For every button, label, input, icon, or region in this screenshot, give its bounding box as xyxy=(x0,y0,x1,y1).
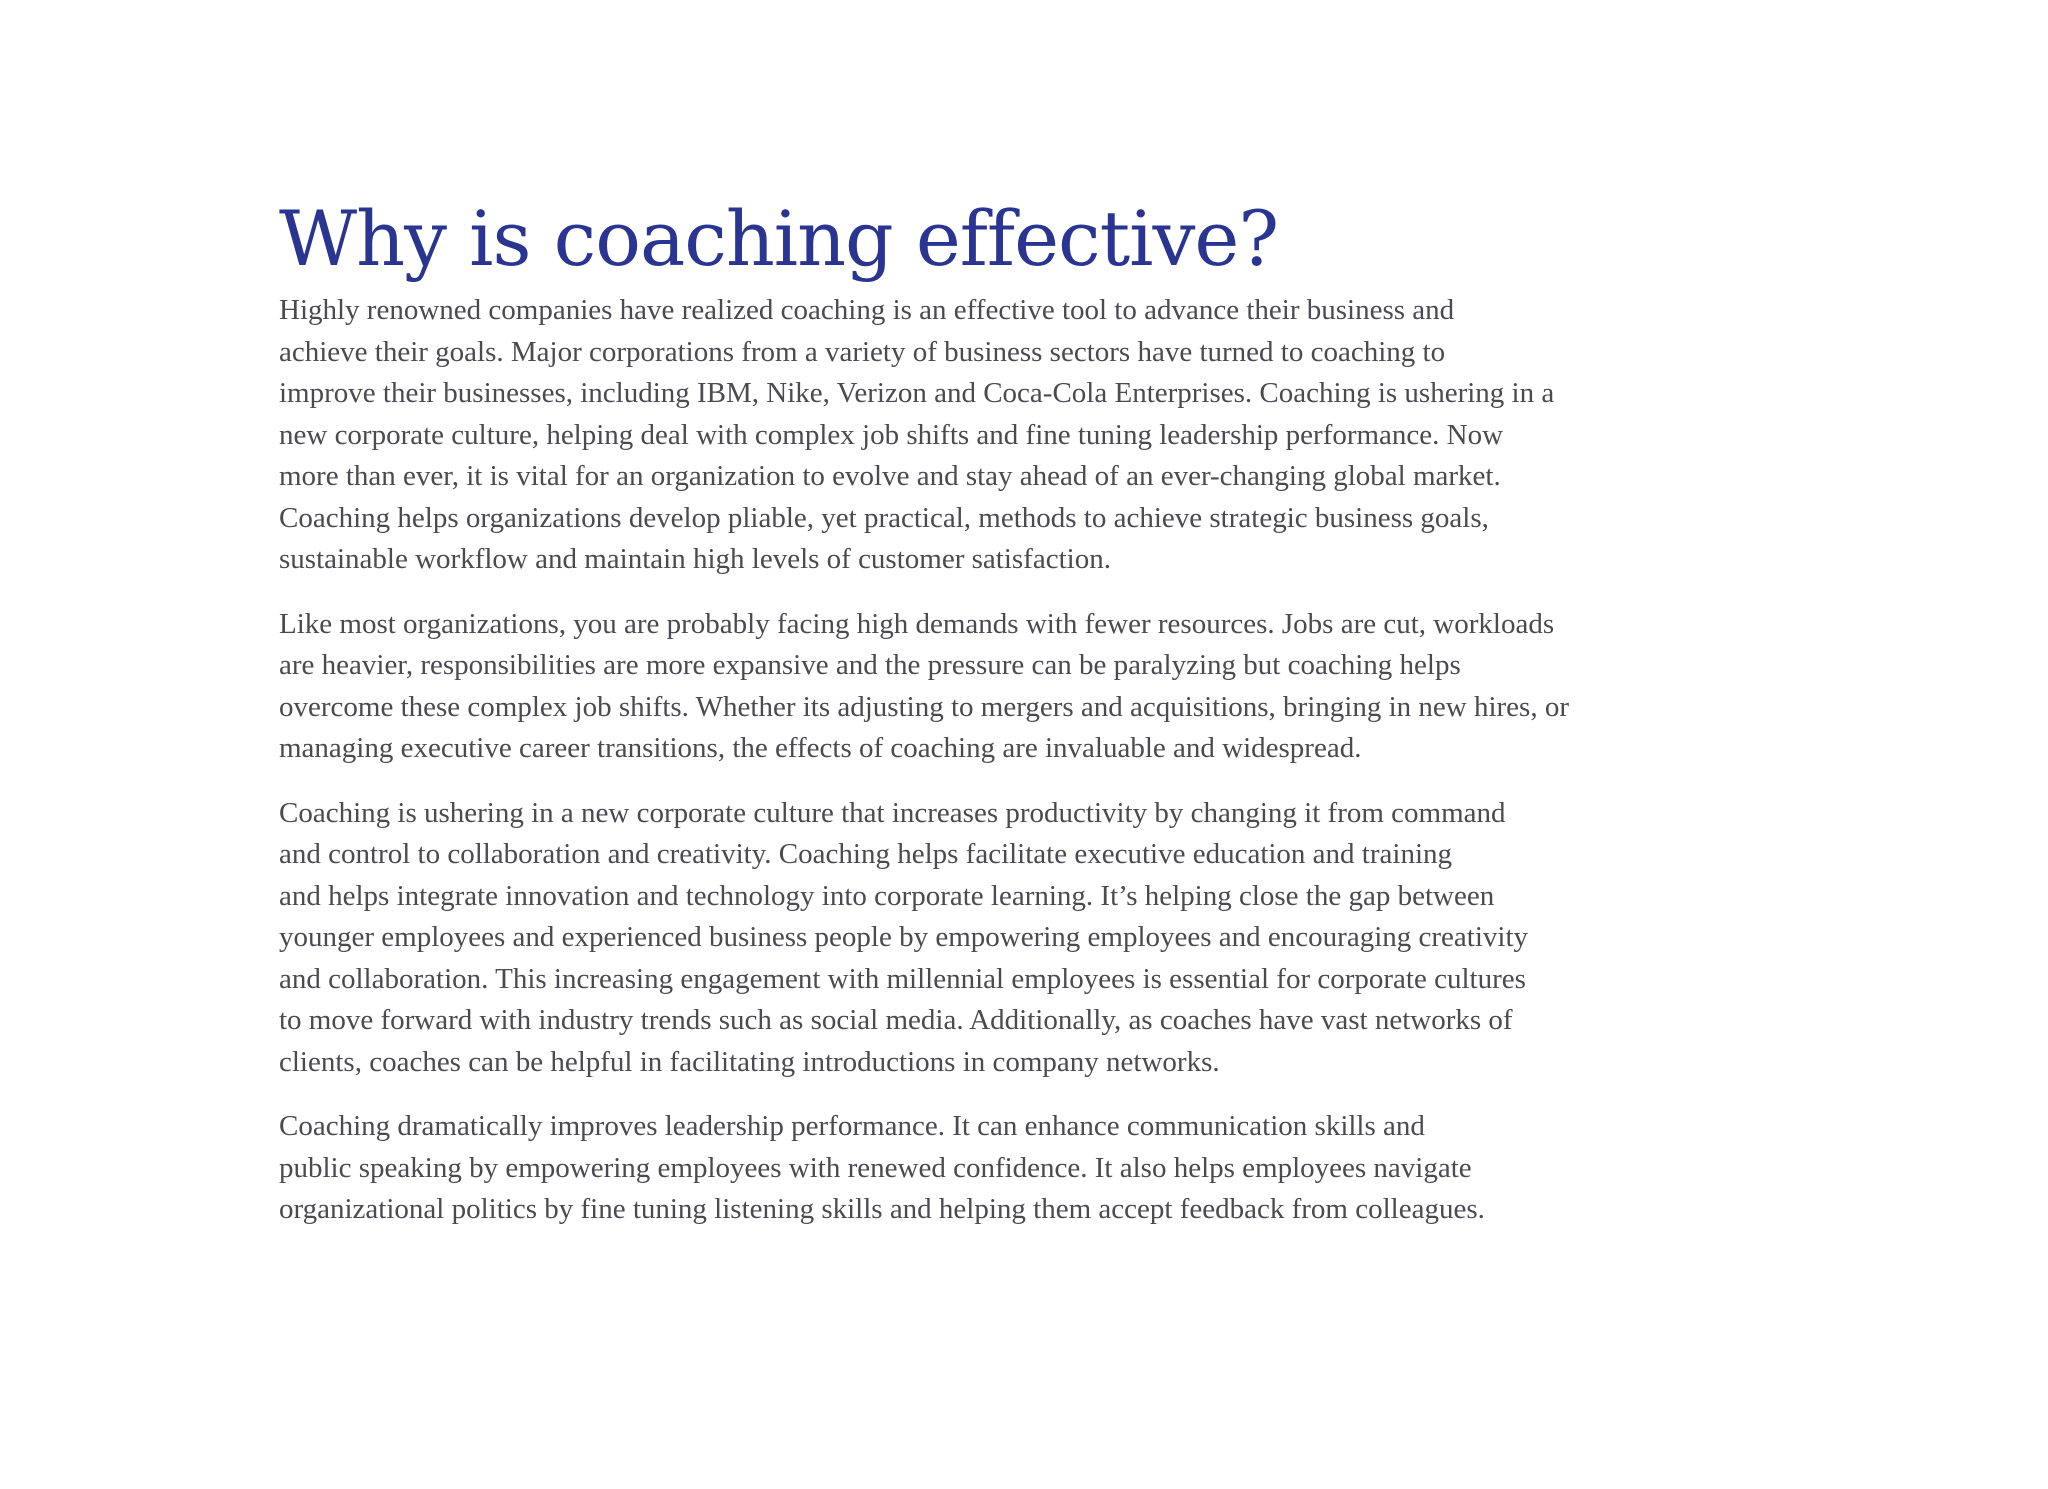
text-line: to move forward with industry trends such as social media. Additionally, as coaches have vast networks of xyxy=(279,1004,1513,1036)
text-line: are heavier, responsibilities are more expansive and the pressure can be paralyzing but coaching helps xyxy=(279,649,1461,681)
text-line: Like most organizations, you are probably facing high demands with fewer resources. Jobs are cut, workloads xyxy=(279,607,1555,640)
text-line: and control to collaboration and creativity. Coaching helps facilitate executive education and training xyxy=(279,838,1452,870)
text-line: managing executive career transitions, the effects of coaching are invaluable and widespread. xyxy=(279,732,1362,764)
text-line: improve their businesses, including IBM, Nike, Verizon and Coca-Cola Enterprises. Coaching is ushering in a xyxy=(279,377,1555,409)
text-line: achieve their goals. Major corporations from a variety of business sectors have turned to coaching to xyxy=(279,335,1446,368)
text-line: new corporate culture, helping deal with complex job shifts and fine tuning leadership performance. Now xyxy=(279,418,1504,451)
text-line: Highly renowned companies have realized coaching is an effective tool to advance their business and xyxy=(279,294,1455,326)
text-line: Coaching helps organizations develop pliable, yet practical, methods to achieve strategic business goals, xyxy=(279,501,1489,534)
text-line: overcome these complex job shifts. Whether its adjusting to mergers and acquisitions, bringing in new hires, or xyxy=(279,690,1569,723)
paragraph-2 xyxy=(279,604,1779,770)
text-line: Coaching dramatically improves leadership performance. It can enhance communication skills and xyxy=(279,1110,1425,1142)
paragraph-4 xyxy=(279,1106,1779,1231)
text-line: Coaching is ushering in a new corporate culture that increases productivity by changing it from command xyxy=(279,796,1506,829)
text-line: and helps integrate innovation and technology into corporate learning. It’s helping close the gap between xyxy=(279,879,1495,912)
text-line: clients, coaches can be helpful in facilitating introductions in company networks. xyxy=(279,1045,1220,1078)
text-line: public speaking by empowering employees with renewed confidence. It also helps employees navigate xyxy=(279,1151,1472,1184)
paragraph-3 xyxy=(279,793,1779,1084)
text-line: younger employees and experienced business people by empowering employees and encouraging creativity xyxy=(279,921,1528,953)
text-line: and collaboration. This increasing engagement with millennial employees is essential for corporate cultures xyxy=(279,962,1526,995)
page-title: Why is coaching effective? xyxy=(279,194,1279,283)
text-line: sustainable workflow and maintain high levels of customer satisfaction. xyxy=(279,543,1111,575)
article xyxy=(279,188,1779,1254)
text-line: organizational politics by fine tuning listening skills and helping them accept feedback from colleagues. xyxy=(279,1193,1485,1225)
text-line: more than ever, it is vital for an organization to evolve and stay ahead of an ever-changing global market. xyxy=(279,460,1501,492)
paragraph-1 xyxy=(279,290,1779,581)
